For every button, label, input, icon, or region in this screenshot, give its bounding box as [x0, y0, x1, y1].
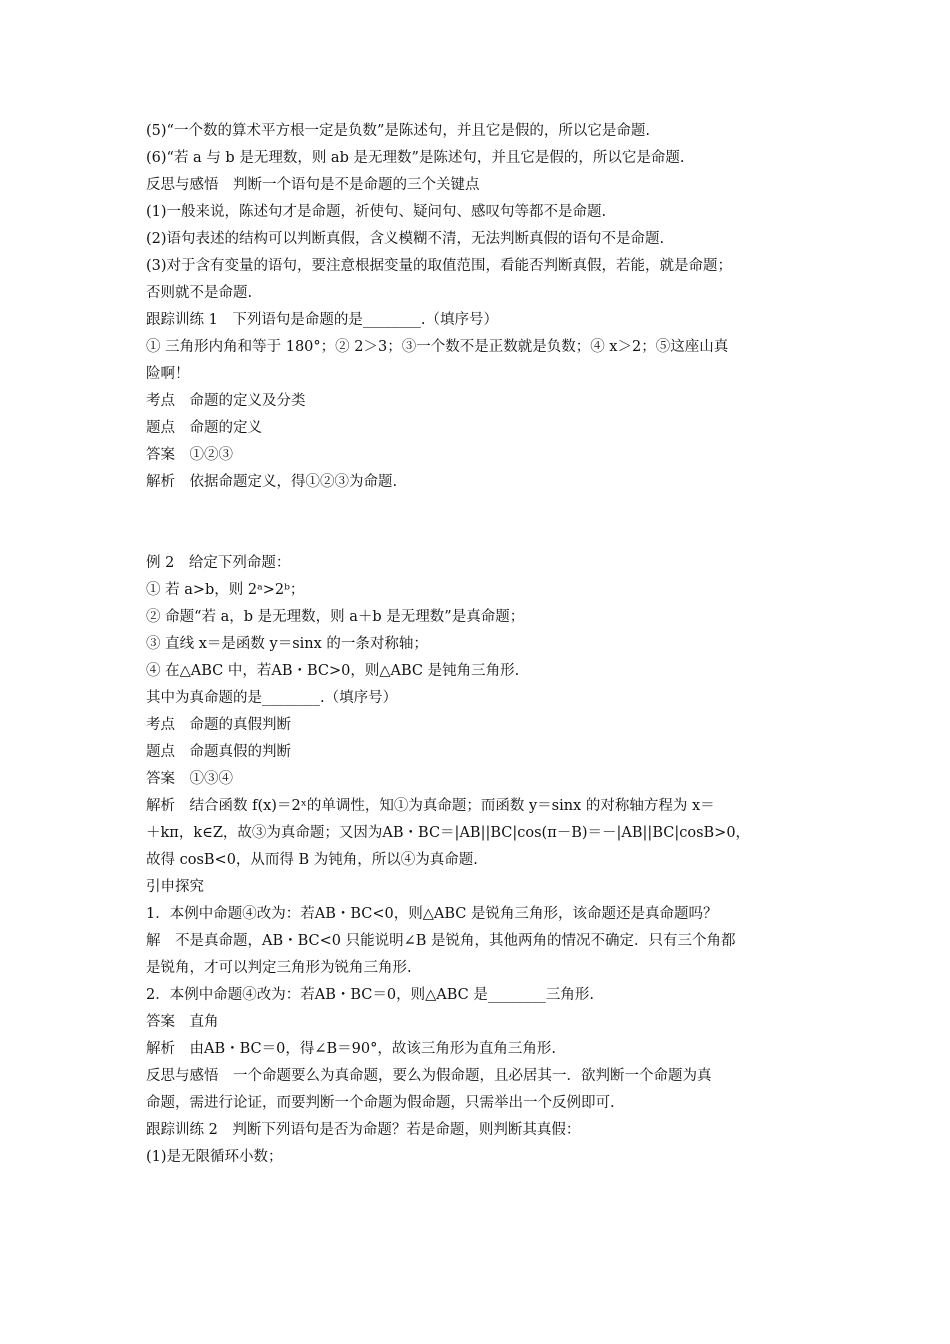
- text-line: ③ 直线 x＝是函数 y＝sinx 的一条对称轴；: [146, 636, 428, 652]
- text-line: 其中为真命题的是________.（填序号）: [146, 690, 398, 706]
- text-line: 例 2 给定下列命题：: [146, 555, 291, 571]
- text-line: (5)“一个数的算术平方根一定是负数”是陈述句，并且它是假的，所以它是命题.: [146, 123, 650, 139]
- text-line: (3)对于含有变量的语句，要注意根据变量的取值范围，看能否判断真假，若能，就是命题；: [146, 258, 733, 274]
- text-line: 解 不是真命题，AB・BC<0 只能说明∠B 是锐角，其他两角的情况不确定．只有三个角都: [146, 933, 736, 949]
- section-example-2: [146, 550, 826, 1171]
- text-line: (1)是无限循环小数；: [146, 1149, 283, 1165]
- text-line: 命题，需进行论证，而要判断一个命题为假命题，只需举出一个反例即可.: [146, 1095, 615, 1111]
- text-line: 否则就不是命题.: [146, 285, 253, 301]
- text-line: (6)“若 a 与 b 是无理数，则 ab 是无理数”是陈述句，并且它是假的，所以它是命题.: [146, 150, 685, 166]
- text-line: 答案 直角: [146, 1014, 219, 1030]
- text-line: (1)一般来说，陈述句才是命题，祈使句、疑问句、感叹句等都不是命题.: [146, 204, 607, 220]
- text-line: 险啊！: [146, 366, 190, 382]
- text-line: 考点 命题的真假判断: [146, 717, 291, 733]
- document-page: [146, 118, 826, 1171]
- text-line: 跟踪训练 2 判断下列语句是否为命题？若是命题，则判断其真假：: [146, 1122, 581, 1138]
- text-line: 解析 结合函数 f(x)＝2ˣ的单调性，知①为真命题；而函数 y＝sinx 的对称轴方程为 x＝: [146, 798, 715, 814]
- section-proposition-definition: [146, 118, 826, 496]
- text-line: 答案 ①②③: [146, 447, 233, 463]
- text-line: 1．本例中命题④改为：若AB・BC<0，则△ABC 是锐角三角形，该命题还是真命题吗？: [146, 906, 718, 922]
- text-line: ① 三角形内角和等于 180°；② 2＞3；③一个数不是正数就是负数；④ x＞2；⑤这座山真: [146, 339, 729, 355]
- text-line: 反思与感悟 一个命题要么为真命题，要么为假命题，且必居其一．欲判断一个命题为真: [146, 1068, 712, 1084]
- text-line: 2．本例中命题④改为：若AB・BC＝0，则△ABC 是________三角形.: [146, 987, 594, 1003]
- text-line: 引申探究: [146, 879, 204, 895]
- text-line: 跟踪训练 1 下列语句是命题的是________.（填序号）: [146, 312, 498, 328]
- text-line: 是锐角，才可以判定三角形为锐角三角形.: [146, 960, 412, 976]
- text-line: ④ 在△ABC 中，若AB・BC>0，则△ABC 是钝角三角形.: [146, 663, 520, 679]
- text-line: 故得 cosB<0，从而得 B 为钝角，所以④为真命题.: [146, 852, 478, 868]
- text-line: 反思与感悟 判断一个语句是不是命题的三个关键点: [146, 177, 480, 193]
- text-line: ② 命题“若 a，b 是无理数，则 a＋b 是无理数”是真命题；: [146, 609, 525, 625]
- text-line: 解析 由AB・BC＝0，得∠B＝90°，故该三角形为直角三角形.: [146, 1041, 556, 1057]
- text-line: 考点 命题的定义及分类: [146, 393, 306, 409]
- text-line: 题点 命题的定义: [146, 420, 262, 436]
- text-line: ＋kπ，k∈Z，故③为真命题；又因为AB・BC＝|AB||BC|cos(π－B)＝－|AB||BC|cosB>0，: [146, 825, 751, 841]
- text-line: 解析 依据命题定义，得①②③为命题.: [146, 474, 398, 490]
- text-line: (2)语句表述的结构可以判断真假，含义模糊不清，无法判断真假的语句不是命题.: [146, 231, 665, 247]
- text-line: ① 若 a>b，则 2ᵃ>2ᵇ；: [146, 582, 305, 598]
- section-gap: [146, 496, 826, 550]
- text-line: 题点 命题真假的判断: [146, 744, 291, 760]
- text-line: 答案 ①③④: [146, 771, 233, 787]
